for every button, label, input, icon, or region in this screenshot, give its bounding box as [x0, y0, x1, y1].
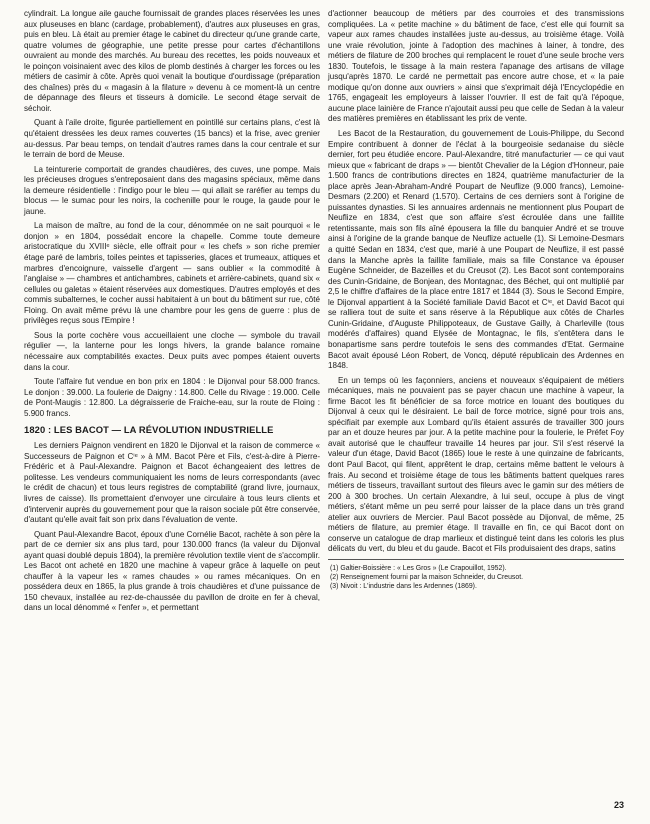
paragraph: d'actionner beaucoup de métiers par des courroies et des transmissions compliquées. La « petite machine » du bâtiment de face, c'est elle qui fournit sa vapeur aux rames chaudes installées juste au-dessus, au troisième étage. Voilà une vraie révolution, jointe à l'adoption des machines à lainer, à tondre, des métiers de filature de 200 broches qui remplacent le rouet d'une seule broche vers 1830. Toutefois, le tissage à la main restera l'apanage des artisans de village jusqu'après 1870. Le cardé ne permettait pas encore autre chose, et « la paie modique qu'on donne aux ouvriers » ainsi que s'exprimait déjà l'Encyclopédie en 1765, engageait les employeurs à laisser l'ouvrier. Il est de fait qu'à l'époque, aucune place lainière de France n'ajoutait aussi peu que celle de Sedan à la valeur des matières premières en établissant les prix de vente.: [328, 9, 624, 124]
paragraph: Les Bacot de la Restauration, du gouvernement de Louis-Philippe, du Second Empire contribuent à donner de l'éclat à la bourgeoisie sedanaise du siècle dernier, fort peu étudiée encore. Paul-Alexandre, titré manufacturier — ce qui vaut mieux que « fabricant de draps » — bientôt Chevalier de la Légion d'Honneur, paie 1.500 francs de contributions directes en 1824, quatrième manufacturier de la place après Jean-Abraham-André Poupart de Neuflize (9.000 francs), Lemoine-Desmars (2.200) et Renard (1.570). Certains de ces derniers sont à l'origine de puissantes dynasties. Si les annuaires ardennais ne mentionnent plus Poupart de Neuflize en 1834, c'est que son affaire s'est écroulée dans une faillite retentissante, mais son fils aîné épousera la fille du banquier André et se trouve ainsi à l'origine de la grande banque de Neuflize actuelle (1). Si Lemoine-Desmars a quitté Sedan en 1834, c'est que, marié à une Poupart de Neuflize, il est passé dans la Manche après la faillite familiale, mais sa fille Constance va épouser Eugène Schneider, de Bazeilles et du Creusot (2). Les Bacot sont contemporains des Cunin-Gridaine, de Bonjean, des Montagnac, des Béchet, qui ont multiplié par 2,5 le chiffre d'affaires de la place entre 1817 et 1844 (3). Sous le Second Empire, le Dijonval appartient à la Société familiale David Bacot et Cⁱᵉ, et David Bacot qui se ralliera tout de suite et sans réserve à la République aux côtés de Charles Cunin-Gridaine, d'Auguste Philippoteaux, de Gustave Gailly, à Charleville (tous modérés d'affaires) quand Elysée de Montagnac, le fils, s'entêtera dans le bonapartisme sans perdre toutefois le sens des commandes d'Etat. Germaine Bacot avait épousé Léon Robert, de Voncq, député républicain des Ardennes en 1848.: [328, 129, 624, 371]
paragraph: cylindrait. La longue aile gauche fournissait de grandes places réservées les unes aux pluseuses en blanc (cardage, probablement), d'autres aux pluseuses en gras, puis en bleu. Là était au premier étage le cabinet du directeur qu'une grande carte, quatre volumes de géographie, une petite presse pour cartes d'échantillons ouvraient au monde des marchés. Au bureau des recettes, les poids nouveaux et le poinçon voisinaient avec des kilos de plomb destinés à charger les forces ou les métiers de casimir à côte. Après quoi venait la boutique d'ourdissage (préparation des chaînes) près du « magasin à la filature » devenu à ce moment-là un centre de dépannage des fileurs et tisseurs à domicile. Le second étage servait de séchoir.: [24, 9, 320, 113]
paragraph: Toute l'affaire fut vendue en bon prix en 1804 : le Dijonval pour 58.000 francs. Le donjon : 39.000. La foulerie de Daigny : 14.800. Celle du Rivage : 19.000. Celle de Pont-Maugis : 12.800. La dégraisserie de Fraiche-eau, sur la route de Floing : 5.900 francs.: [24, 377, 320, 418]
footnotes: [328, 559, 624, 592]
paragraph: Sous la porte cochère vous accueillaient une cloche — symbole du travail régulier —, la lanterne pour les longs hivers, la grande balance romaine nécessaire aux comptabilités exactes. Deux puits avec pompes étaient ouverts dans la cour.: [24, 330, 320, 372]
footnote: (3) Nivoit : L'industrie dans les Ardennes (1869).: [330, 583, 477, 591]
paragraph: Quant Paul-Alexandre Bacot, époux d'une Cornélie Bacot, rachète à son père la part de ce dernier six ans plus tard, pour 130.000 francs (la valeur du Dijonval ayant quasi doublé depuis 1804), la première révolution textile vient de s'accomplir. Les Bacot ont acheté en 1820 une machine à vapeur grâce à laquelle on peut chauffer à la vapeur les « rames chaudes » ou rames mécaniques. On en possédera deux en 1865, la plus grande à trois chaudières et d'une puissance de 150 chevaux, installée au rez-de-chaussée du pavillon de droite en fer à cheval, dans un local dénommé « l'enfer », et permettant: [24, 529, 320, 613]
paragraph: La maison de maître, au fond de la cour, dénommée on ne sait pourquoi « le donjon » en 1804, possédait encore la chapelle. Comme toute demeure aristocratique du XVIIIᵉ siècle, elle offrait pour « les chefs » son riche premier étage paré de lambris, toiles peintes et tapisseries, glaces et trumeaux, attiques et marbres d'encoignure, vaisselle d'argent — sans oublier « la commodité à l'anglaise » — chambres et antichambres, cabinets et arrière-cabinets, quand six « cellules ou galetas » étaient réservées aux domestiques. D'autres employés et des commis subalternes, le cocher aussi habitaient à un bout du bâtiment sur rue, côté Floing. On avait même prévu là une chambre pour les gens de guerre : plus de privilèges reçus sous l'Empire !: [24, 221, 320, 326]
section-heading: 1820 : LES BACOT — LA RÉVOLUTION INDUSTRIELLE: [24, 424, 274, 436]
left-column: [24, 9, 320, 618]
page-number: 23: [613, 800, 624, 810]
footnote: (1) Galtier-Boissière : « Les Gros » (Le Crapouillot, 1952).: [330, 564, 507, 572]
paragraph: Quant à l'aile droite, figurée partiellement en pointillé sur certains plans, c'est là qu'étaient dressées les deux rames couvertes (15 bancs) et la frise, avec grenier au-dessus. Par beau temps, on tendait d'autres rames dans la cour centrale et sur le terrain de bord de Meuse.: [24, 118, 320, 160]
footnote: (2) Renseignement fourni par la maison Schneider, du Creusot.: [330, 574, 524, 582]
right-column: [328, 9, 624, 592]
paragraph: La teinturerie comportait de grandes chaudières, des cuves, une pompe. Mais les précieuses drogues s'entreposaient dans des magasins spéciaux, même dans la demeure résidentielle : l'indigo pour le bleu — qui allait se raréfier au temps du blocus — le sumac pour les noirs, la cochenille pour le rouge, la gaude pour le jaune.: [24, 164, 320, 216]
paragraph: En un temps où les façonniers, anciens et nouveaux s'équipaient de métiers mécaniques, mais ne pouvaient pas se payer chacun une machine à vapeur, la firme Bacot les fit bénéficier de sa force motrice en louant des boutiques du Dijonval à ceux qui le désiraient. Le bail de force motrice, signé pour trois ans, spécifiait par exemple aux Lombard qu'ils étaient assurés de travailler 300 jours par an et douze heures par jour. A la petite machine pour la foulerie, le Préfet Foy avait autorisé que le chauffeur travaille 14 heures par jour. S'il s'est réservé la valeur d'un étage, David Bacot (1865) loue le reste à une quinzaine de fabricants, dont Paul Bacot, qui filent, apprêtent le drap, certains même battent le velours à frais. Au second et troisième étage de tous les bâtiments battent quelques rares métiers de tisseurs, travaillant surtout des fileurs avec le gamin sur des métiers de 200 à 300 broches. Un certain Alexandre, à lui seul, occupe à plus de vingt métiers, s'étant même un peu serré pour laisser de la place dans un très grand atelier aux ouvriers de Mercier. Paul Bacot possède au Dijonval, de même, 25 métiers de filature, au premier étage. Il travaille en fin, ce qui Bacot dont on conserve un catalogue de drap marlieux et distingué teint dans les coloris les plus délicats du vert, du bleu et du gaude. Bacot et Fils produisaient des draps, satins: [328, 375, 624, 554]
paragraph: Les derniers Paignon vendirent en 1820 le Dijonval et la raison de commerce « Successeurs de Paignon et Cⁱᵉ » à MM. Bacot Père et Fils, c'est-à-dire à Pierre-Frédéric et à Paul-Alexandre. Paignon et Bacot échangeaient des lettres de politesse. Les vendeurs communiquaient les noms de leurs correspondants (avec le crédit de chacun) et tous leurs registres de comptabilité (grand livre, journaux, livres de caisse). Ils promettaient d'envoyer une circulaire à tous leurs clients et d'intervenir auprès du gouvernement pour que la raison sociale pût être conservée, d'autant qu'elle avait fait son prix dans l'évaluation de vente.: [24, 441, 320, 525]
